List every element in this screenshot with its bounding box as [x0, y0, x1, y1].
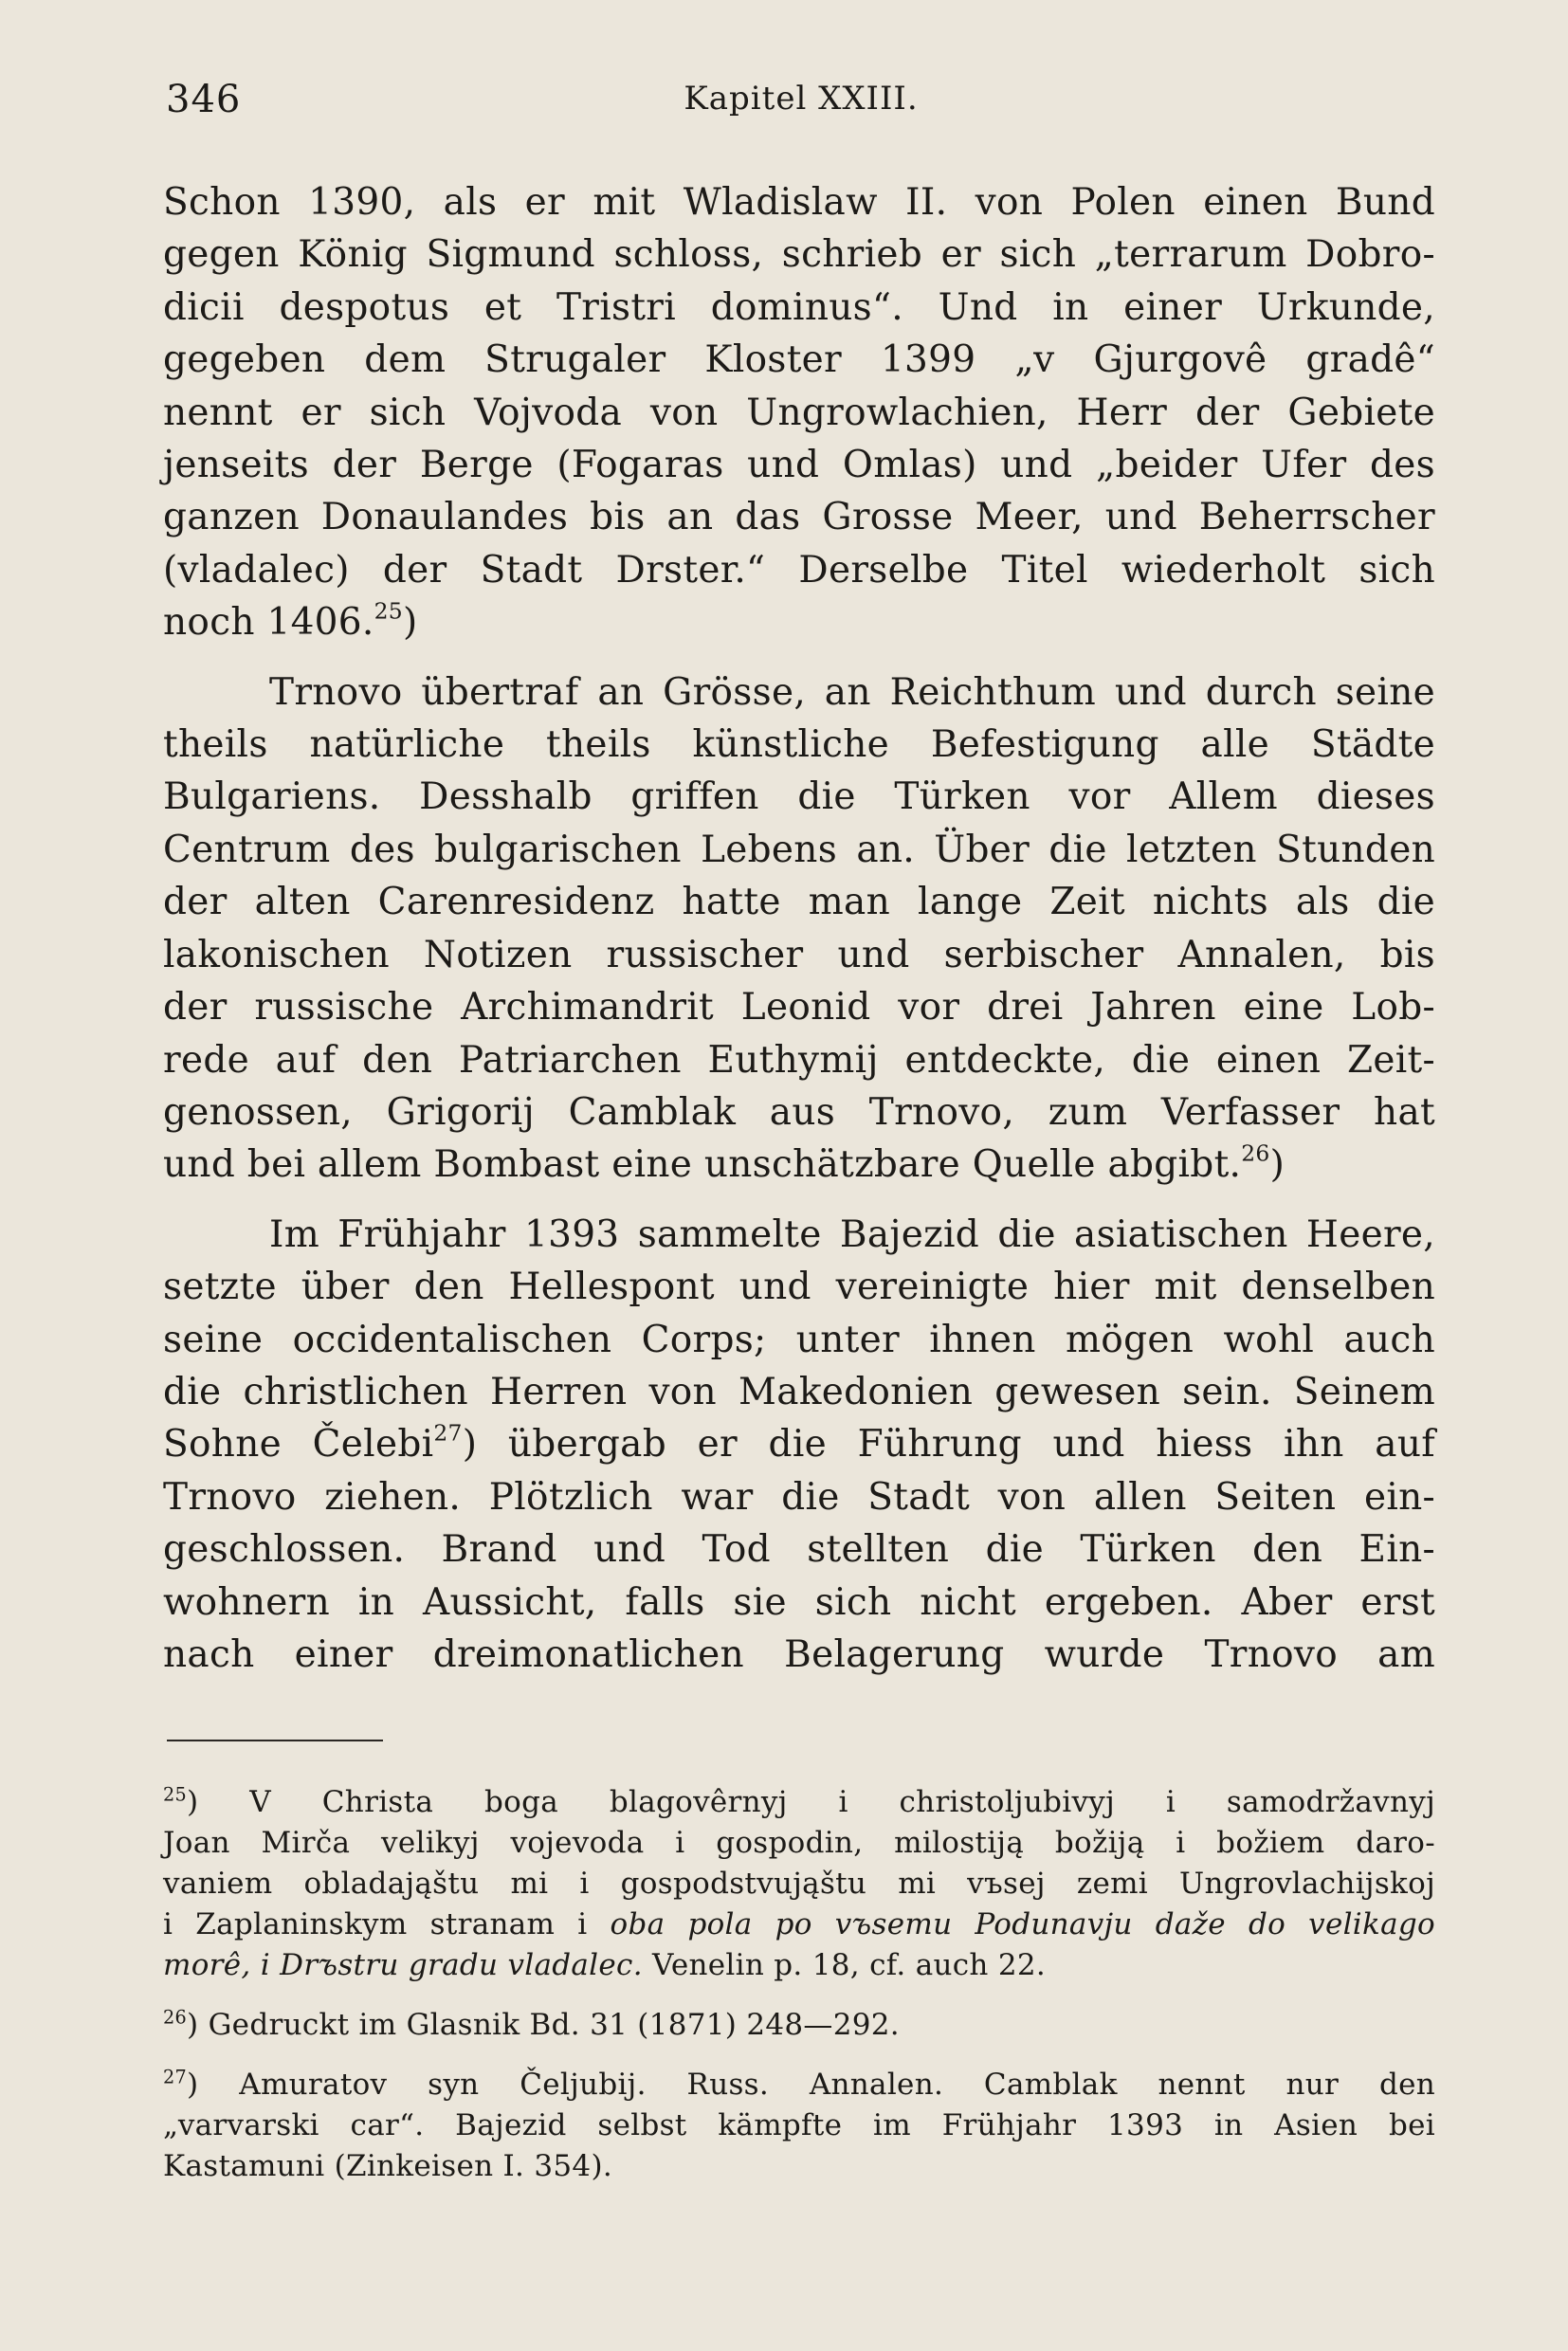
footnote-line: [163, 2005, 1435, 2046]
footnote-line: [163, 2065, 1435, 2105]
text-line: die christlichen Herren von Makedonien gewesen sein. Seinem: [163, 1370, 1435, 1413]
footnote-line: [163, 1782, 1435, 1823]
text-line: [163, 1418, 1435, 1470]
footnote-line: [163, 1904, 1435, 1945]
text-line: der alten Carenresidenz hatte man lange Zeit nichts als die: [163, 881, 1435, 924]
footnote-line: [163, 1945, 1435, 1986]
text-segment: Gedruckt im Glasnik Bd. 31 (1871) 248—292.: [198, 2008, 900, 2042]
text-line: Bulgariens. Desshalb griffen die Türken vor Allem dieses: [163, 775, 1435, 819]
footnote-marker: 27: [163, 2066, 188, 2088]
footnotes: [163, 1782, 1435, 2187]
text-line: lakonischen Notizen russischer und serbischer Annalen, bis: [163, 933, 1435, 976]
body-text: [163, 176, 1435, 1681]
footnote-line: vaniem obladająštu mi i gospodstvująštu mi vъsej zemi Ungrovlachijskoj: [163, 1867, 1435, 1901]
footnote-marker-paren: ): [187, 2008, 199, 2042]
text-line: wohnern in Aussicht, falls sie sich nicht ergeben. Aber erst: [163, 1580, 1435, 1624]
text-line: (vladalec) der Stadt Drster.“ Derselbe Titel wiederholt sich: [163, 548, 1435, 592]
text-line: seine occidentalischen Corps; unter ihnen mögen wohl auch: [163, 1318, 1435, 1361]
text-line: geschlossen. Brand und Tod stellten die Türken den Ein-: [163, 1528, 1435, 1572]
text-line: nach einer dreimonatlichen Belagerung wurde Trnovo am: [163, 1632, 1435, 1676]
text-line: der russische Archimandrit Leonid vor drei Jahren eine Lob-: [163, 986, 1435, 1030]
footnote-reference: 26: [1241, 1139, 1270, 1167]
footnote-marker-paren: ): [187, 1785, 199, 1819]
running-head: Kapitel XXIII.: [684, 80, 919, 118]
italic-quote: oba pola po vъsemu Podunavju daže do velikago: [610, 1907, 1435, 1941]
text-line: rede auf den Patriarchen Euthymij entdeckte, die einen Zeit-: [163, 1038, 1435, 1082]
text-line: genossen, Grigorij Camblak aus Trnovo, zum Verfasser hat: [163, 1090, 1435, 1134]
paragraph: [163, 176, 1435, 649]
footnote-marker-paren: ): [187, 2068, 199, 2102]
footnote-line: „varvarski car“. Bajezid selbst kämpfte im Frühjahr 1393 in Asien bei: [163, 2108, 1435, 2142]
footnote: [163, 1782, 1435, 1986]
footnote-reference-paren: ): [1269, 1143, 1285, 1187]
text-segment: und bei allem Bombast eine unschätzbare Quelle abgibt.: [163, 1143, 1242, 1187]
text-line: [163, 1139, 1435, 1191]
footnote-line: Kastamuni (Zinkeisen I. 354).: [163, 2149, 612, 2183]
text-line: Schon 1390, als er mit Wladislaw II. von Polen einen Bund: [163, 181, 1435, 224]
footnote-marker: 26: [163, 2006, 188, 2029]
text-line: jenseits der Berge (Fogaras und Omlas) und „beider Ufer des: [163, 444, 1435, 487]
footnote-reference-paren: ): [402, 601, 418, 645]
page-header: [166, 78, 1436, 135]
text-line: Trnovo übertraf an Grösse, an Reichthum und durch seine: [269, 670, 1435, 714]
text-line: setzte über den Hellespont und vereinigte hier mit denselben: [163, 1266, 1435, 1309]
footnote-separator: [167, 1740, 383, 1741]
footnote: [163, 2065, 1435, 2187]
footnote-reference: 27: [433, 1419, 463, 1447]
text-line: [163, 596, 1435, 648]
footnote: [163, 2005, 1435, 2046]
footnote-line: Joan Mirča velikyj vojevoda i gospodin, milostiją božiją i božiem daro-: [163, 1826, 1435, 1860]
text-line: Trnovo ziehen. Plötzlich war die Stadt von allen Seiten ein-: [163, 1475, 1435, 1519]
page-number: 346: [166, 78, 242, 121]
footnote-reference: 25: [374, 597, 403, 625]
text-line: nennt er sich Vojvoda von Ungrowlachien, Herr der Gebiete: [163, 391, 1435, 434]
text-line: Im Frühjahr 1393 sammelte Bajezid die asiatischen Heere,: [269, 1212, 1435, 1256]
text-line: gegen König Sigmund schloss, schrieb er sich „terrarum Dobro-: [163, 233, 1435, 277]
text-line: gegeben dem Strugaler Kloster 1399 „v Gjurgovê gradê“: [163, 338, 1435, 382]
text-line: Centrum des bulgarischen Lebens an. Über die letzten Stunden: [163, 828, 1435, 871]
text-segment: V Christa boga blagovêrnyj i christoljubivyj i samodržavnyj: [198, 1785, 1435, 1819]
italic-quote: morê, i Drъstru gradu vladalec.: [163, 1948, 643, 1982]
text-line: theils natürliche theils künstliche Befestigung alle Städte: [163, 723, 1435, 767]
text-segment: noch 1406.: [163, 601, 374, 645]
text-segment: i Zaplaninskym stranam i: [163, 1907, 611, 1941]
paragraph: [163, 1209, 1435, 1682]
text-segment: Amuratov syn Čeljubij. Russ. Annalen. Camblak nennt nur den: [198, 2068, 1435, 2102]
text-line: ganzen Donaulandes bis an das Grosse Meer, und Beherrscher: [163, 496, 1435, 539]
text-line: dicii despotus et Tristri dominus“. Und in einer Urkunde,: [163, 285, 1435, 329]
footnote-marker: 25: [163, 1783, 188, 1806]
paragraph: [163, 666, 1435, 1192]
text-segment: Venelin p. 18, cf. auch 22.: [642, 1948, 1047, 1982]
text-segment: Sohne Čelebi: [163, 1423, 434, 1467]
text-segment: ) übergab er die Führung und hiess ihn auf: [462, 1423, 1435, 1467]
